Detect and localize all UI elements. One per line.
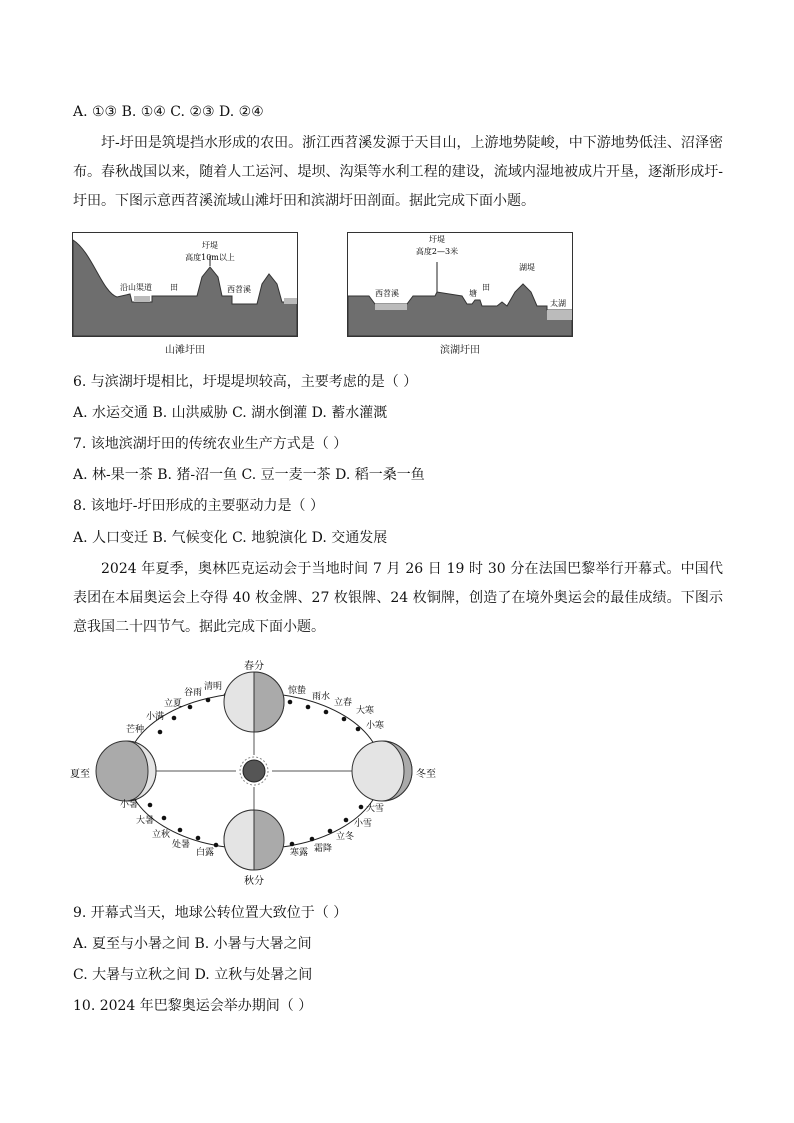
- mountain-polder-caption: 山滩圩田: [165, 345, 205, 356]
- passage-olympics: 2024 年夏季，奥林匹克运动会于当地时间 7 月 26 日 19 时 30 分在法国巴黎举行开幕式。中国代表团在本届奥运会上夺得 40 枚金牌、27 枚银牌、24 枚铜牌，创造了在境外奥运会的最佳成绩。下图示意我国二十四节气。据此完成下面小题。: [73, 561, 723, 635]
- question-9: 9. 开幕式当天，地球公转位置大致位于（ ）: [73, 905, 348, 921]
- term-grain-in-ear: 芒种: [126, 725, 145, 735]
- lakeside-field-label: 田: [482, 283, 490, 292]
- spring-equinox-label: 春分: [244, 661, 264, 672]
- lakeside-dike-label: 圩堤: [429, 235, 445, 244]
- autumn-equinox-label: 秋分: [244, 876, 264, 887]
- pond-label: 塘: [469, 289, 477, 298]
- question-8-options: A. 人口变迁 B. 气候变化 C. 地貌演化 D. 交通发展: [73, 530, 388, 546]
- passage-polder: 圩-圩田是筑堤挡水形成的农田。浙江西苕溪发源于天目山，上游地势陡峻，中下游地势低洼、沼泽密布。春秋战国以来，随着人工运河、堤坝、沟渠等水利工程的建设，流域内湿地被成片开垦，逐渐形成圩-圩田。下图示意西苕溪流域山滩圩田和滨湖圩田剖面。据此完成下面小题。: [73, 135, 723, 209]
- term-start-spring: 立春: [334, 698, 353, 708]
- question-8: 8. 该地圩-圩田形成的主要驱动力是（ ）: [73, 498, 324, 514]
- lakeside-dike-height-label: 高度2—3米: [415, 247, 459, 256]
- question-6: 6. 与滨湖圩堤相比，圩堤堤坝较高，主要考虑的是（ ）: [73, 374, 418, 390]
- term-small-full: 小满: [146, 712, 165, 722]
- sun-icon: [243, 760, 265, 782]
- term-rain-water: 雨水: [312, 692, 331, 702]
- term-start-winter: 立冬: [336, 832, 355, 842]
- term-major-cold: 大寒: [356, 706, 375, 716]
- lakeside-river-label: 西苕溪: [375, 289, 399, 298]
- term-minor-snow: 小雪: [354, 819, 373, 829]
- term-start-autumn: 立秋: [152, 830, 171, 840]
- question-9-options-cd: C. 大暑与立秋之间 D. 立秋与处暑之间: [73, 967, 313, 983]
- summer-solstice-label: 夏至: [70, 769, 90, 780]
- q5-options: A. ①③ B. ①④ C. ②③ D. ②④: [73, 104, 264, 120]
- term-cold-dew: 寒露: [290, 848, 309, 858]
- taihu-lake-label: 太湖: [550, 299, 566, 308]
- term-minor-heat: 小暑: [120, 800, 139, 810]
- term-major-heat: 大暑: [136, 816, 155, 826]
- mountain-river-label: 西苕溪: [227, 285, 251, 294]
- lake-dike-label: 湖堤: [519, 263, 535, 272]
- mountain-polder-diagram: [72, 232, 298, 337]
- mountain-field-label: 田: [170, 283, 178, 292]
- term-clear-bright: 清明: [204, 682, 223, 692]
- term-insects-awaken: 惊蛰: [288, 686, 307, 696]
- term-white-dew: 白露: [196, 848, 215, 858]
- term-major-snow: 大雪: [366, 804, 385, 814]
- question-7: 7. 该地滨湖圩田的传统农业生产方式是（ ）: [73, 436, 348, 452]
- question-6-options: A. 水运交通 B. 山洪威胁 C. 湖水倒灌 D. 蓄水灌溉: [73, 405, 388, 421]
- term-minor-cold: 小寒: [366, 721, 385, 731]
- mountain-dike-height-label: 高度10m以上: [185, 253, 235, 262]
- term-frost-descent: 霜降: [314, 844, 333, 854]
- lakeside-polder-caption: 滨湖圩田: [440, 345, 480, 356]
- solar-terms-diagram: [66, 655, 440, 887]
- term-grain-rain: 谷雨: [184, 688, 203, 698]
- canal-label: 沿山渠道: [120, 283, 152, 292]
- term-end-heat: 处暑: [172, 840, 191, 850]
- term-start-summer: 立夏: [164, 699, 183, 709]
- question-10: 10. 2024 年巴黎奥运会举办期间（ ）: [73, 998, 313, 1014]
- winter-solstice-label: 冬至: [416, 769, 436, 780]
- lakeside-polder-diagram: [347, 232, 573, 337]
- question-7-options: A. 林-果一茶 B. 猪-沼一鱼 C. 豆一麦一茶 D. 稻一桑一鱼: [73, 467, 425, 483]
- question-9-options-ab: A. 夏至与小暑之间 B. 小暑与大暑之间: [73, 936, 312, 952]
- mountain-dike-label: 圩堤: [202, 241, 218, 250]
